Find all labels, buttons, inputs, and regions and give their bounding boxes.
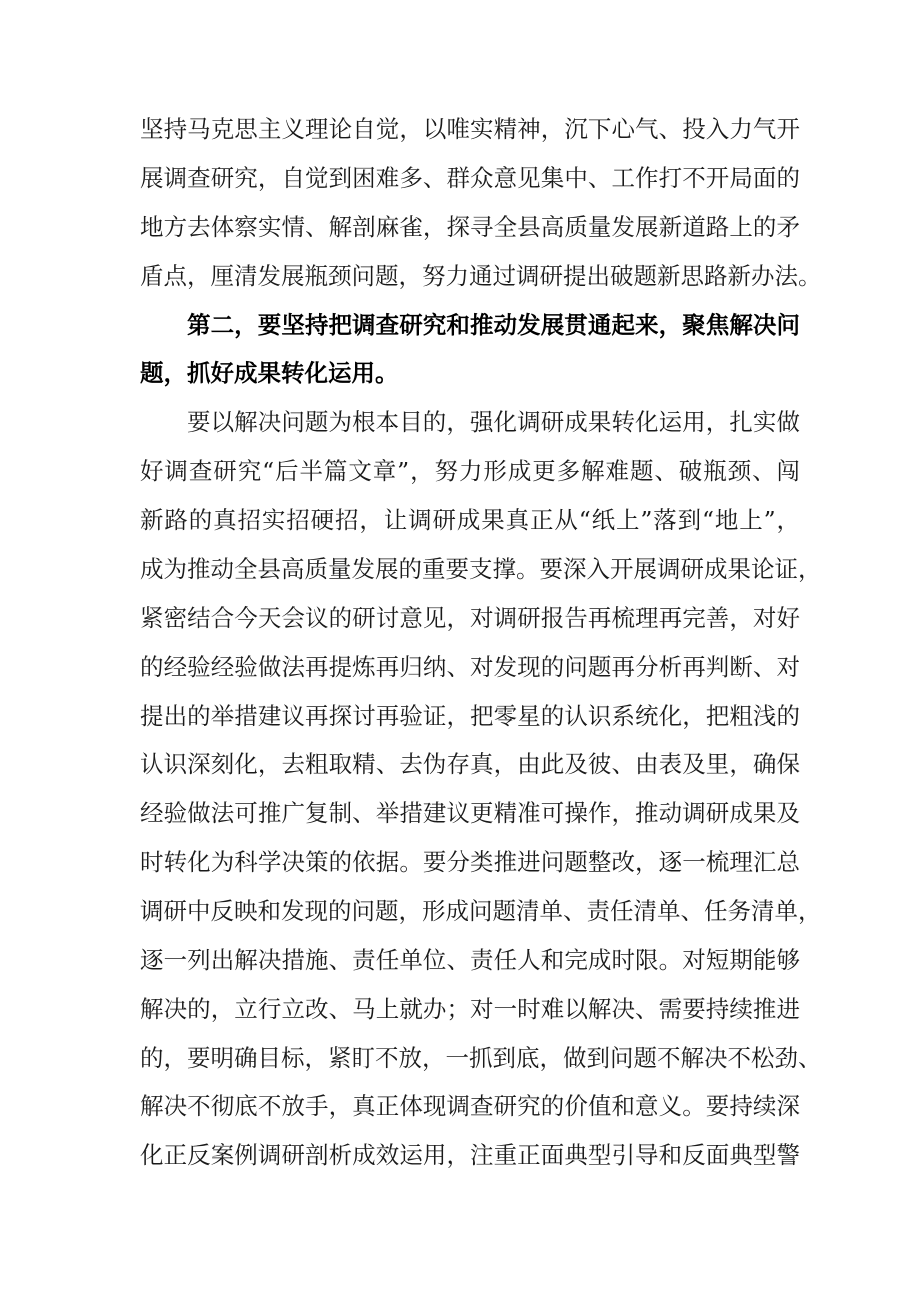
section-heading-line: 第二，要坚持把调查研究和推动发展贯通起来，聚焦解决问 (187, 311, 800, 339)
body-text-line: 的，要明确目标，紧盯不放，一抓到底，做到问题不解决不松劲、 (140, 1044, 822, 1072)
body-text-line: 要以解决问题为根本目的，强化调研成果转化运用，扎实做 (187, 408, 800, 436)
body-text-line: 好调查研究“后半篇文章”，努力形成更多解难题、破瓶颈、闯 (140, 457, 800, 485)
body-text-line: 盾点，厘清发展瓶颈问题，努力通过调研提出破题新思路新办法。 (140, 262, 822, 290)
body-text-line: 解决的，立行立改、马上就办；对一时难以解决、需要持续推进 (140, 995, 800, 1023)
body-text-line: 调研中反映和发现的问题，形成问题清单、责任清单、任务清单， (140, 897, 822, 925)
body-text-line: 逐一列出解决措施、责任单位、责任人和完成时限。对短期能够 (140, 946, 800, 974)
body-text-line: 解决不彻底不放手，真正体现调查研究的价值和意义。要持续深 (140, 1092, 800, 1120)
body-text-line: 经验做法可推广复制、举措建议更精准可操作，推动调研成果及 (140, 799, 800, 827)
body-text-line: 地方去体察实情、解剖麻雀，探寻全县高质量发展新道路上的矛 (140, 213, 800, 241)
body-text-line: 展调查研究，自觉到困难多、群众意见集中、工作打不开局面的 (140, 164, 800, 192)
body-text-line: 提出的举措建议再探讨再验证，把零星的认识系统化，把粗浅的 (140, 702, 800, 730)
body-text-line: 紧密结合今天会议的研讨意见，对调研报告再梳理再完善，对好 (140, 604, 800, 632)
section-heading-line: 题，抓好成果转化运用。 (140, 359, 399, 387)
body-text-line: 新路的真招实招硬招，让调研成果真正从“纸上”落到“地上”， (140, 506, 800, 534)
body-text-line: 认识深刻化，去粗取精、去伪存真，由此及彼、由表及里，确保 (140, 750, 800, 778)
body-text-line: 时转化为科学决策的依据。要分类推进问题整改，逐一梳理汇总 (140, 848, 800, 876)
body-text-line: 坚持马克思主义理论自觉，以唯实精神，沉下心气、投入力气开 (140, 115, 800, 143)
body-text-line: 化正反案例调研剖析成效运用，注重正面典型引导和反面典型警 (140, 1141, 800, 1169)
body-text-line: 的经验经验做法再提炼再归纳、对发现的问题再分析再判断、对 (140, 653, 800, 681)
body-text-line: 成为推动全县高质量发展的重要支撑。要深入开展调研成果论证， (140, 555, 822, 583)
